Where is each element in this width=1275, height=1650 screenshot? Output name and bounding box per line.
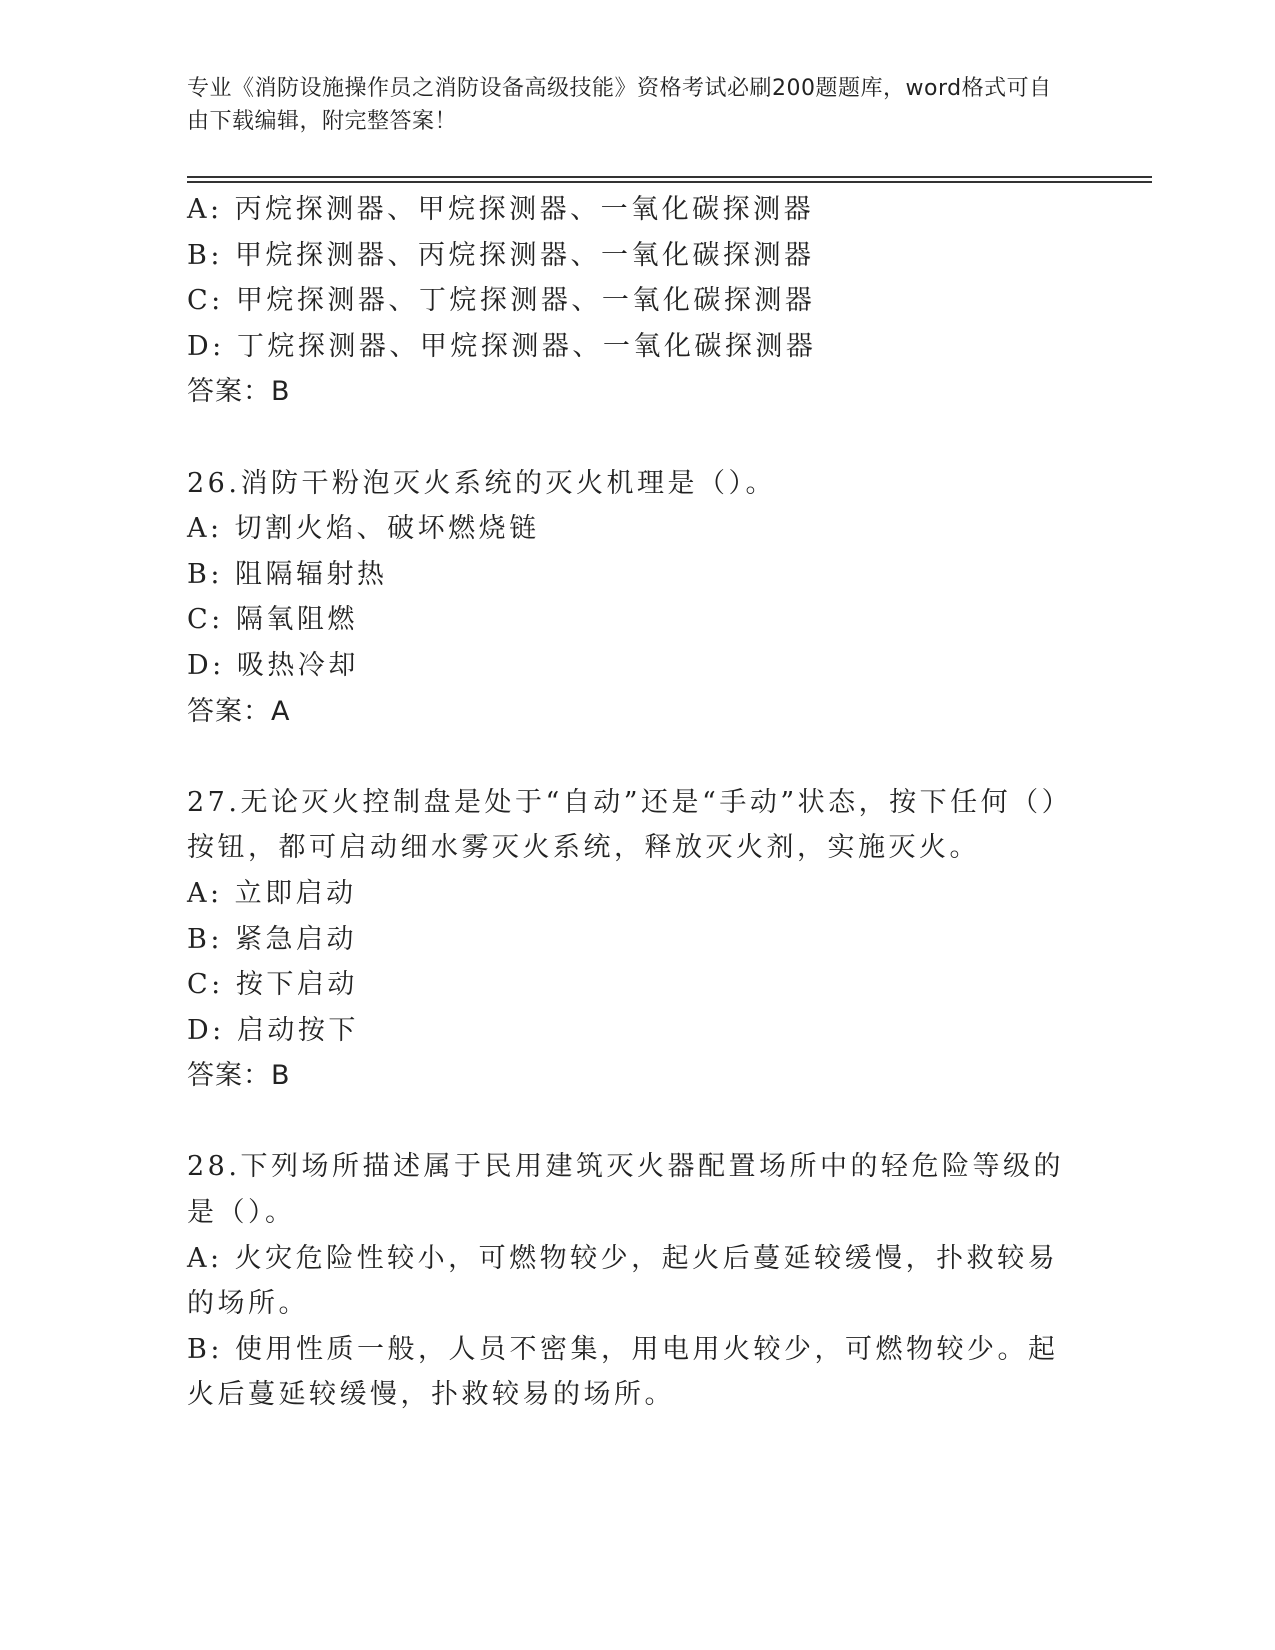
- spacer: [187, 734, 1067, 780]
- spacer: [187, 1099, 1067, 1145]
- option-c: C: 按下启动: [187, 969, 358, 1001]
- option-a: A: 切割火焰、破坏燃烧链: [187, 513, 540, 545]
- answer: 答案：B: [187, 376, 291, 408]
- answer: 答案：A: [187, 695, 291, 727]
- spacer: [187, 415, 1067, 461]
- question-block-28: [187, 1144, 1067, 1418]
- answer: 答案：B: [187, 1060, 291, 1092]
- question-stem: 28.下列场所描述属于民用建筑灭火器配置场所中的轻危险等级的是（）。: [187, 1151, 1064, 1229]
- option-a: A: 立即启动: [187, 877, 357, 909]
- option-d: D: 丁烷探测器、甲烷探测器、一氧化碳探测器: [187, 330, 817, 362]
- option-b: B: 阻隔辐射热: [187, 558, 388, 590]
- option-c: C: 甲烷探测器、丁烷探测器、一氧化碳探测器: [187, 285, 816, 317]
- header-rule-bottom: [187, 181, 1152, 183]
- question-block-prev: [187, 187, 1067, 415]
- question-list: [187, 187, 1067, 1418]
- question-block-26: [187, 461, 1067, 735]
- question-stem: 26.消防干粉泡灭火系统的灭火机理是（）。: [187, 467, 776, 499]
- option-a: A: 丙烷探测器、甲烷探测器、一氧化碳探测器: [187, 194, 815, 225]
- option-b: B: 使用性质一般，人员不密集，用电用火较少，可燃物较少。起火后蔓延较缓慢，扑救较易的场所。: [187, 1333, 1059, 1411]
- question-stem: 27.无论灭火控制盘是处于“自动”还是“手动”状态，按下任何（）按钮，都可启动细水雾灭火系统，释放灭火剂，实施灭火。: [187, 786, 1059, 864]
- header-rule-top: [187, 176, 1152, 178]
- question-block-27: [187, 780, 1067, 1099]
- option-b: B: 甲烷探测器、丙烷探测器、一氧化碳探测器: [187, 239, 815, 271]
- page-header: 专业《消防设施操作员之消防设备高级技能》资格考试必刷200题题库，word格式可自由下载编辑，附完整答案！: [187, 76, 1052, 134]
- option-d: D: 启动按下: [187, 1014, 359, 1046]
- option-a: A: 火灾危险性较小，可燃物较少，起火后蔓延较缓慢，扑救较易的场所。: [187, 1242, 1059, 1320]
- option-d: D: 吸热冷却: [187, 649, 359, 681]
- option-c: C: 隔氧阻燃: [187, 604, 358, 636]
- option-b: B: 紧急启动: [187, 923, 358, 955]
